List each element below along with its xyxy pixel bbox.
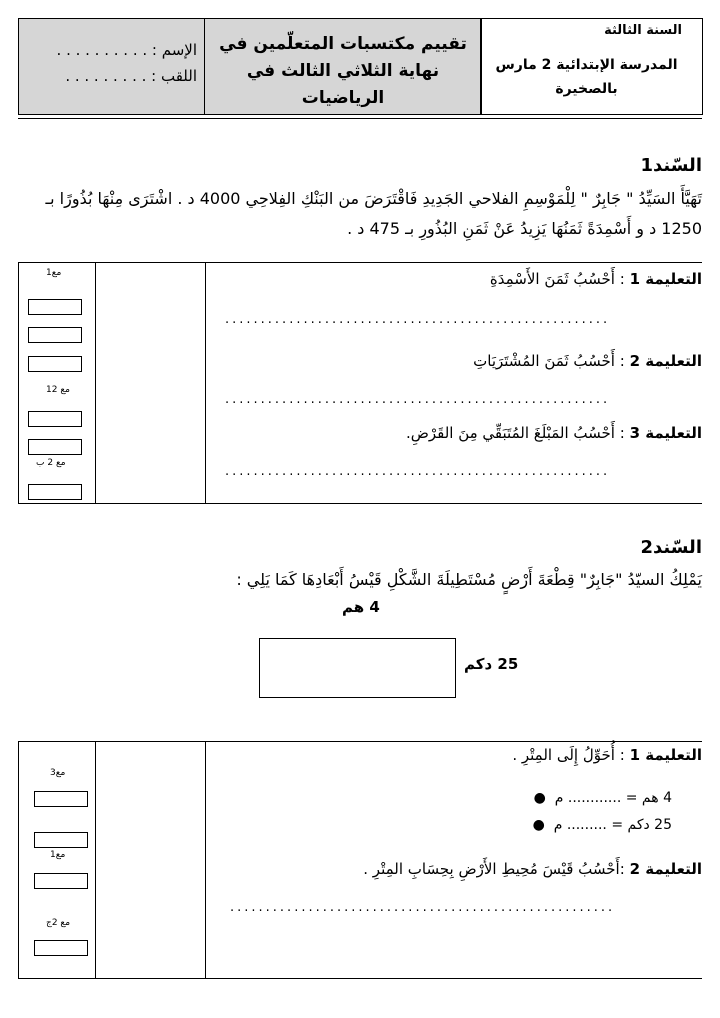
- instruction-text: : أُحَوِّلُ إِلَى المِتْرِ .: [512, 746, 625, 764]
- surname-field[interactable]: اللقب : . . . . . . . . .: [65, 67, 197, 85]
- table-border: [95, 741, 96, 978]
- school-info-box: [480, 18, 703, 115]
- grade-box[interactable]: [28, 484, 82, 500]
- grade-box[interactable]: [28, 327, 82, 343]
- section2-title: السّند2: [640, 537, 702, 558]
- section2-text: يَمْلِكُ السيّدُ "جَابِرٌ" قِطْعَةَ أَرْضٍ مُسْتَطِيلَةَ الشَّكْلِ قَيْسُ أَبْعَادِهَا كَمَا يَلِي :: [236, 570, 702, 589]
- grade-box[interactable]: [34, 832, 88, 848]
- grade-label: مع 2ج: [46, 918, 71, 928]
- table-border: [205, 262, 206, 503]
- grade-box[interactable]: [34, 791, 88, 807]
- land-rectangle: [259, 638, 456, 698]
- s1-instruction-1: [490, 270, 702, 288]
- answer-line[interactable]: ......................................................: [225, 464, 611, 479]
- section1-title: السّند1: [640, 155, 702, 176]
- school-name: المدرسة الإبتدائية 2 مارس بالصخيرة: [495, 57, 678, 97]
- grade-box[interactable]: [28, 356, 82, 372]
- grade-label: مع3: [50, 768, 66, 778]
- section1-text-line2: 1250 د و أَسْمِدَةً ثَمَنُهَا يَزِيدُ عَنْ ثَمَنِ البُذُورِ بـ 475 د .: [347, 219, 702, 238]
- exam-title-box: [204, 18, 482, 115]
- table-border: [18, 262, 19, 503]
- conversion-text: 4 هم = ............ م: [554, 790, 672, 806]
- grade-label: مع 12: [46, 385, 70, 395]
- s1-instruction-3: [406, 424, 702, 442]
- instruction-label: التعليمة 1: [629, 270, 702, 288]
- rect-length-label: 25 دكم: [464, 655, 519, 673]
- grade-box[interactable]: [28, 411, 82, 427]
- section1-table-top: [18, 262, 702, 263]
- s2-instruction-1: [512, 746, 702, 764]
- instruction-text: : أَحْسُبُ ثَمَنَ المُشْتَرَيَاتِ: [473, 352, 625, 370]
- answer-line[interactable]: ......................................................: [225, 392, 611, 407]
- grade-label: مع1: [46, 268, 62, 278]
- grade-box[interactable]: [28, 439, 82, 455]
- name-field[interactable]: الإسم : . . . . . . . . . .: [56, 41, 197, 59]
- conversion-text: 25 دكم = ......... م: [553, 817, 672, 833]
- exam-title: تقييم مكتسبات المتعلّمين في نهاية الثلاثي الثالث في الرياضيات: [219, 34, 467, 108]
- rect-width-label: 4 هم: [342, 598, 380, 616]
- instruction-label: التعليمة 1: [629, 746, 702, 764]
- instruction-label: التعليمة 3: [629, 424, 702, 442]
- grade-label: مع 2 ب: [36, 458, 66, 468]
- instruction-text: :أَحْسُبُ قَيْسَ مُحِيطِ الأَرْضِ بِحِسَابِ المِتْرِ .: [363, 860, 625, 878]
- table-border: [18, 741, 19, 978]
- table-border: [205, 741, 206, 978]
- section1-text-line1: تَهَيَّأَ السَيِّدُ " جَابِرٌ " لِلْمَوْسِمِ الفلاحي الجَدِيدِ فَاقْتَرَضَ من البَنْكِ الفِلاحِي 4000 د . اشْتَرَى مِنْهَا بُذُورًا بـ: [45, 189, 702, 208]
- s1-instruction-2: [473, 352, 702, 370]
- conversion-2: 25 دكم = ......... م ●: [532, 817, 672, 833]
- grade-label: مع1: [50, 850, 66, 860]
- header-divider: [18, 118, 702, 119]
- instruction-text: : أَحْسُبُ ثَمَنَ الأَسْمِدَةِ: [489, 270, 625, 288]
- answer-line[interactable]: ......................................................: [225, 312, 611, 327]
- grade-box[interactable]: [34, 940, 88, 956]
- grade-box[interactable]: [28, 299, 82, 315]
- section1-table-bottom: [18, 503, 702, 504]
- instruction-text: : أَحْسُبُ المَبْلَغَ المُتَبَقِّي مِنَ القَرْضِ.: [405, 424, 625, 442]
- section2-table-top: [18, 741, 702, 742]
- conversion-1: 4 هم = ............ م ●: [533, 790, 672, 806]
- school-year: السنة الثالثة: [604, 23, 682, 38]
- s2-instruction-2: [363, 860, 702, 878]
- grade-box[interactable]: [34, 873, 88, 889]
- instruction-label: التعليمة 2: [629, 860, 702, 878]
- table-border: [95, 262, 96, 503]
- instruction-label: التعليمة 2: [629, 352, 702, 370]
- answer-line[interactable]: ......................................................: [230, 900, 616, 915]
- section2-table-bottom: [18, 978, 702, 979]
- student-info-box: [18, 18, 206, 115]
